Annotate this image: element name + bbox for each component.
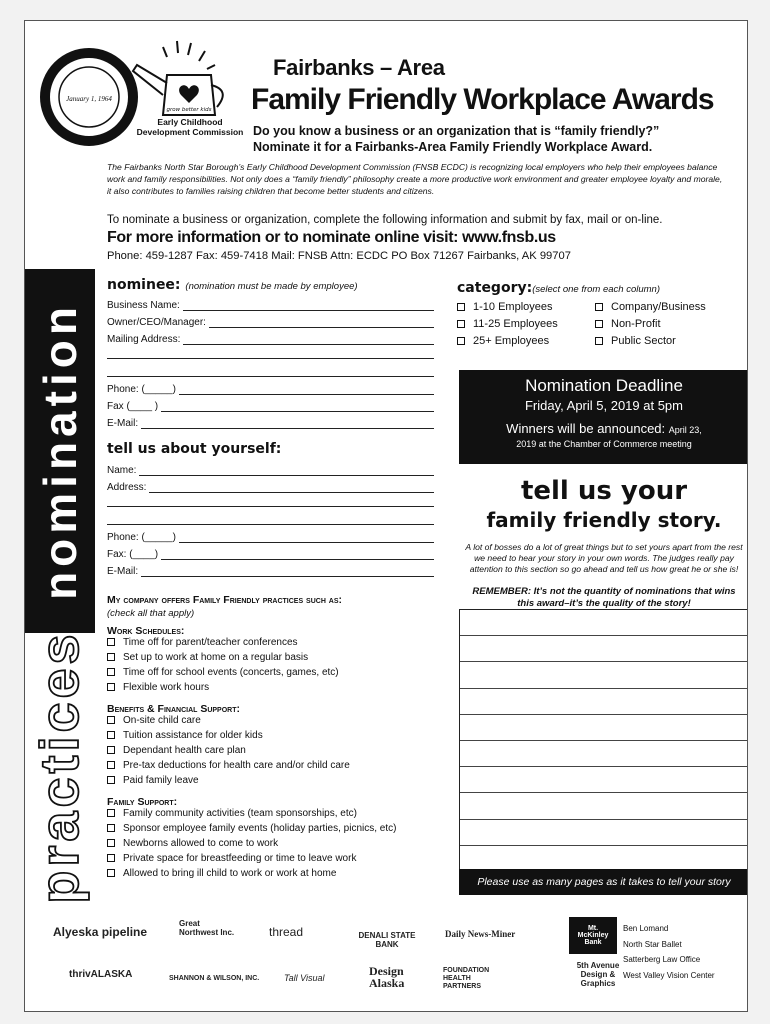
category-option[interactable] xyxy=(595,301,706,318)
meeting-info: 2019 at the Chamber of Commerce meeting xyxy=(516,439,692,449)
category-option-label: Company/Business xyxy=(611,301,706,313)
checkbox[interactable] xyxy=(107,716,115,724)
your-name-label: Name: xyxy=(107,465,137,476)
business-name-label: Business Name: xyxy=(107,300,180,311)
story-line[interactable] xyxy=(460,767,747,793)
category-note: (select one from each column) xyxy=(532,284,660,295)
checkbox[interactable] xyxy=(107,746,115,754)
winners-date: April 23, xyxy=(668,425,702,435)
sponsor-logo-thrive: thrivALASKA xyxy=(69,969,133,980)
checkbox[interactable] xyxy=(107,761,115,769)
nominee-fax-label: Fax (____ ) xyxy=(107,401,159,412)
checkbox[interactable] xyxy=(107,869,115,877)
more-info-link[interactable]: For more information or to nominate online visit: www.fnsb.us xyxy=(107,229,556,246)
practice-option[interactable] xyxy=(107,853,437,868)
winners-announcement xyxy=(459,421,748,436)
nominee-heading xyxy=(107,277,358,293)
category-option[interactable] xyxy=(457,301,558,318)
category-column-type xyxy=(595,301,706,352)
side-label-practices: practices xyxy=(30,630,90,904)
story-line[interactable] xyxy=(460,662,747,688)
practice-label: Time off for school events (concerts, games, etc) xyxy=(123,667,339,678)
story-line[interactable] xyxy=(460,820,747,846)
category-heading-label: category: xyxy=(457,280,533,296)
practice-option[interactable] xyxy=(107,868,437,883)
category-option-label: 1-10 Employees xyxy=(473,301,553,313)
checkbox[interactable] xyxy=(107,776,115,784)
nominee-email-label: E-Mail: xyxy=(107,418,139,429)
mailing-address-label: Mailing Address: xyxy=(107,334,181,345)
practice-label: Paid family leave xyxy=(123,775,199,786)
practice-option[interactable] xyxy=(107,637,437,652)
your-email-input[interactable] xyxy=(141,567,434,577)
story-line[interactable] xyxy=(460,636,747,662)
business-name-input[interactable] xyxy=(183,301,434,311)
deadline-box xyxy=(459,370,748,464)
practice-label: Set up to work at home on a regular basis xyxy=(123,652,309,663)
checkbox[interactable] xyxy=(107,668,115,676)
practices-section xyxy=(107,594,437,883)
mailing-address-line-3[interactable] xyxy=(107,376,434,377)
your-email-field[interactable] xyxy=(107,563,434,577)
category-option[interactable] xyxy=(457,335,558,352)
practice-label: Tuition assistance for older kids xyxy=(123,730,263,741)
sponsor-logo-5th-avenue: 5th Avenue Design & Graphics xyxy=(576,961,620,988)
checkbox[interactable] xyxy=(107,683,115,691)
your-address-label: Address: xyxy=(107,482,147,493)
practices-subheading: (check all that apply) xyxy=(107,608,195,619)
checkbox[interactable] xyxy=(457,320,465,328)
your-email-label: E-Mail: xyxy=(107,566,139,577)
story-line[interactable] xyxy=(460,610,747,636)
side-banner-practices xyxy=(25,630,95,904)
category-option-label: Public Sector xyxy=(611,335,676,347)
practices-heading: My company offers Family Friendly practices such as: xyxy=(107,594,343,606)
category-option[interactable] xyxy=(595,318,706,335)
checkbox[interactable] xyxy=(107,854,115,862)
business-name-field[interactable] xyxy=(107,297,434,311)
sponsor-logo-thread: thread xyxy=(269,925,304,939)
sponsor-logo-design-alaska: Design Alaska xyxy=(369,964,405,990)
contact-info: Phone: 459-1287 Fax: 459-7418 Mail: FNSB Attn: ECDC PO Box 71267 Fairbanks, AK 99707 xyxy=(107,250,571,262)
practice-label: Private space for breastfeeding or time to leave work xyxy=(123,853,357,864)
nominee-heading-label: nominee: xyxy=(107,277,181,293)
sponsor-name-list xyxy=(623,921,715,983)
category-option-label: Non-Profit xyxy=(611,318,661,330)
mailing-address-line-2[interactable] xyxy=(107,358,434,359)
your-address-input[interactable] xyxy=(149,483,434,493)
story-line[interactable] xyxy=(460,846,747,872)
family-support-heading: Family Support: xyxy=(107,796,178,808)
mailing-address-field[interactable] xyxy=(107,331,434,345)
your-name-field[interactable] xyxy=(107,462,434,476)
practice-label: Pre-tax deductions for health care and/or child care xyxy=(123,760,350,771)
category-option-label: 25+ Employees xyxy=(473,335,550,347)
category-column-size xyxy=(457,301,558,352)
sponsor-name: Ben Lomand xyxy=(623,924,669,933)
story-heading xyxy=(459,476,748,532)
nominee-note: (nomination must be made by employee) xyxy=(185,281,358,292)
nominee-email-input[interactable] xyxy=(141,419,434,429)
category-option[interactable] xyxy=(595,335,706,352)
owner-label: Owner/CEO/Manager: xyxy=(107,317,206,328)
checkbox[interactable] xyxy=(107,824,115,832)
story-heading-line-2: family friendly story. xyxy=(486,508,722,532)
checkbox[interactable] xyxy=(595,303,603,311)
checkbox[interactable] xyxy=(595,337,603,345)
practice-option[interactable] xyxy=(107,745,437,760)
category-option-label: 11-25 Employees xyxy=(473,318,558,330)
deadline-title: Nomination Deadline xyxy=(525,376,683,395)
nominee-phone-input[interactable] xyxy=(179,385,434,395)
story-instructions: A lot of bosses do a lot of great things but to set yours apart from the rest we need to hear your story in your own words. The judges really pay attention to this section so go ahead and tell us how great he or she is! xyxy=(465,542,743,574)
practice-option[interactable] xyxy=(107,823,437,838)
story-line[interactable] xyxy=(460,715,747,741)
your-fax-input[interactable] xyxy=(161,550,434,560)
story-line[interactable] xyxy=(460,741,747,767)
your-fax-label: Fax: (____) xyxy=(107,549,159,560)
work-schedules-heading: Work Schedules: xyxy=(107,625,185,637)
your-phone-label: Phone: (_____) xyxy=(107,532,176,543)
nominee-fax-field[interactable] xyxy=(107,398,434,412)
ecdc-name: Early Childhood Development Commission xyxy=(136,117,244,137)
checkbox[interactable] xyxy=(595,320,603,328)
side-banner-nomination xyxy=(25,269,95,633)
practice-label: Family community activities (team sponsorships, etc) xyxy=(123,808,357,819)
practice-label: Sponsor employee family events (holiday parties, picnics, etc) xyxy=(123,823,397,834)
side-label-nomination: nomination xyxy=(34,302,86,600)
sponsor-name: West Valley Vision Center xyxy=(623,970,715,980)
story-heading-line-1: tell us your xyxy=(520,476,688,506)
your-fax-field[interactable] xyxy=(107,546,434,560)
owner-field[interactable] xyxy=(107,314,434,328)
checkbox[interactable] xyxy=(107,809,115,817)
sponsor-name: North Star Ballet xyxy=(623,939,682,949)
practice-label: Time off for parent/teacher conferences xyxy=(123,637,298,648)
nominee-fax-input[interactable] xyxy=(161,402,434,412)
header-question: Do you know a business or an organization that is “family friendly?” Nominate it for a Fairbanks-Area Family Friendly Workplace Award. xyxy=(253,124,660,154)
story-footer: Please use as many pages as it takes to tell your story xyxy=(459,869,748,895)
practice-option[interactable] xyxy=(107,652,437,667)
practice-label: Newborns allowed to come to work xyxy=(123,838,279,849)
sponsor-logo-tall-visual: Tall Visual xyxy=(284,973,325,983)
story-textarea[interactable] xyxy=(459,609,748,879)
submit-instructions: To nominate a business or organization, complete the following information and submit by fax, mail or on-line. xyxy=(107,214,663,226)
checkbox[interactable] xyxy=(107,638,115,646)
story-line[interactable] xyxy=(460,793,747,819)
header-area: Fairbanks – Area xyxy=(273,55,445,80)
page-title: Family Friendly Workplace Awards xyxy=(251,83,714,116)
practice-option[interactable] xyxy=(107,667,437,682)
sponsor-logo-great-northwest: Great Northwest Inc. xyxy=(179,919,235,937)
practice-option[interactable] xyxy=(107,730,437,745)
your-address-line-2[interactable] xyxy=(107,506,434,507)
your-address-line-3[interactable] xyxy=(107,524,434,525)
benefits-heading: Benefits & Financial Support: xyxy=(107,703,240,715)
checkbox[interactable] xyxy=(457,337,465,345)
nominee-email-field[interactable] xyxy=(107,415,434,429)
ecdc-tagline: grow better kids xyxy=(166,107,212,113)
practice-option[interactable] xyxy=(107,760,437,775)
category-heading xyxy=(457,280,660,296)
story-remember-note: REMEMBER: It’s not the quantity of nominations that wins this award–it’s the quality of the story! xyxy=(472,586,736,609)
winners-label: Winners will be announced: xyxy=(506,421,666,436)
your-phone-input[interactable] xyxy=(179,533,434,543)
your-phone-field[interactable] xyxy=(107,529,434,543)
story-line[interactable] xyxy=(460,689,747,715)
nominee-phone-label: Phone: (_____) xyxy=(107,384,176,395)
deadline-date: Friday, April 5, 2019 at 5pm xyxy=(524,398,683,413)
practice-label: Dependant health care plan xyxy=(123,745,246,756)
practice-label: On-site child care xyxy=(123,715,201,726)
your-name-input[interactable] xyxy=(139,466,434,476)
sponsor-logo-mckinley: Mt. McKinley Bank xyxy=(569,917,617,954)
practice-label: Flexible work hours xyxy=(123,682,210,693)
practice-label: Allowed to bring ill child to work or work at home xyxy=(123,868,337,879)
practice-option[interactable] xyxy=(107,682,437,697)
owner-input[interactable] xyxy=(209,318,434,328)
practice-option[interactable] xyxy=(107,808,437,823)
checkbox[interactable] xyxy=(107,731,115,739)
nominee-phone-field[interactable] xyxy=(107,381,434,395)
your-address-field[interactable] xyxy=(107,479,434,493)
checkbox[interactable] xyxy=(107,839,115,847)
mailing-address-input[interactable] xyxy=(183,335,434,345)
sponsor-name: Satterberg Law Office xyxy=(623,955,701,964)
practice-option[interactable] xyxy=(107,775,437,790)
yourself-heading: tell us about yourself: xyxy=(107,441,282,457)
seal-date: January 1, 1964 xyxy=(66,95,112,103)
sponsor-logo-foundation-health: FOUNDATION HEALTH PARTNERS xyxy=(443,967,490,990)
sponsor-logo-denali: DENALI STATE BANK xyxy=(358,931,416,949)
watering-can-logo-icon xyxy=(123,35,241,155)
sponsor-logo-news-miner: Daily News-Miner xyxy=(445,929,516,939)
checkbox[interactable] xyxy=(107,653,115,661)
sponsor-logo-shannon-wilson: SHANNON & WILSON, INC. xyxy=(169,975,260,982)
sponsor-logo-alyeska: Alyeska pipeline xyxy=(53,925,148,939)
checkbox[interactable] xyxy=(457,303,465,311)
category-option[interactable] xyxy=(457,318,558,335)
intro-paragraph: The Fairbanks North Star Borough’s Early Childhood Development Commission (FNSB ECDC) is recognizing local employers who help their employees balance work and family responsibilities. Not only does a “family friendly” philosophy create a more productive work environment and greater employee loyalty and morale, it also contributes to families raising children that become better students and citizens. xyxy=(107,162,723,196)
practice-option[interactable] xyxy=(107,838,437,853)
nomination-form-page xyxy=(24,20,748,1012)
practice-option[interactable] xyxy=(107,715,437,730)
